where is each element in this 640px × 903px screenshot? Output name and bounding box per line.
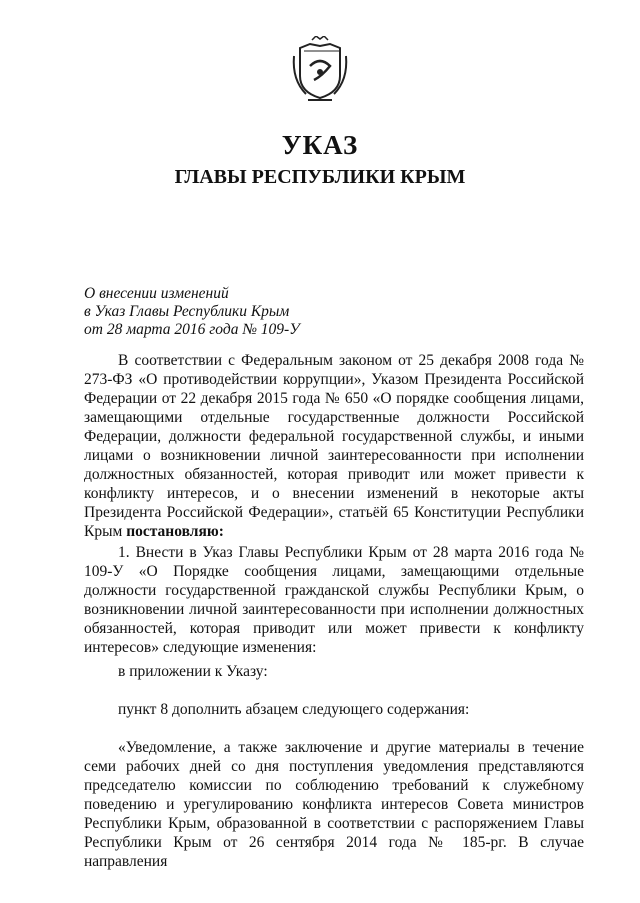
quoted-text: «Уведомление, а также заключение и другие материалы в течение семи рабочих дней со дня поступления уведомления представляются председателю комиссии по соблюдению требований к служебному поведению и урегулированию конфликта интересов Совета министров Республики Крым, образованной в соответствии с распоряжением Главы Республики Крым от 26 сентября 2014 года № 185-рг. В случае направления (84, 739, 584, 870)
document-subject (84, 285, 300, 339)
clause-1-text: 1. Внести в Указ Главы Республики Крым от 28 марта 2016 года № 109-У «О Порядке сообщения лицами, замещающими отдельные должности государственной гражданской службы Республики Крым, о возникновении личной заинтересованности при исполнении должностных обязанностей, которая приводит или может привести к конфликту интересов» следующие изменения: (84, 544, 584, 656)
annex-paragraph (84, 662, 584, 681)
subject-line: в Указ Главы Республики Крым (84, 303, 290, 320)
item-paragraph (84, 700, 584, 719)
subject-line: от 28 марта 2016 года № 109-У (84, 321, 300, 338)
annex-text: в приложении к Указу: (118, 663, 268, 680)
subject-line: О внесении изменений (84, 285, 229, 302)
decree-word: постановляю: (126, 523, 224, 540)
item-text: пункт 8 дополнить абзацем следующего содержания: (118, 701, 470, 718)
crimea-coat-of-arms-icon (290, 36, 350, 102)
document-title: УКАЗ (281, 130, 359, 160)
preamble-paragraph (84, 351, 584, 541)
preamble-text: В соответствии с Федеральным законом от 25 декабря 2008 года № 273-ФЗ «О противодействии коррупции», Указом Президента Российской Федерации от 22 декабря 2015 года № 650 «О порядке сообщения лицами, замещающими отдельные государственные должности Российской Федерации, должности федеральной государственной службы, и иными лицами о возникновении личной заинтересованности при исполнении должностных обязанностей, которая приводит или может привести к конфликту интересов, и о внесении изменений в некоторые акты Президента Российской Федерации», статьёй 65 Конституции Республики Крым (84, 352, 584, 540)
clause-1-paragraph (84, 543, 584, 657)
document-subtitle: ГЛАВЫ РЕСПУБЛИКИ КРЫМ (174, 166, 466, 188)
quoted-paragraph (84, 738, 584, 871)
